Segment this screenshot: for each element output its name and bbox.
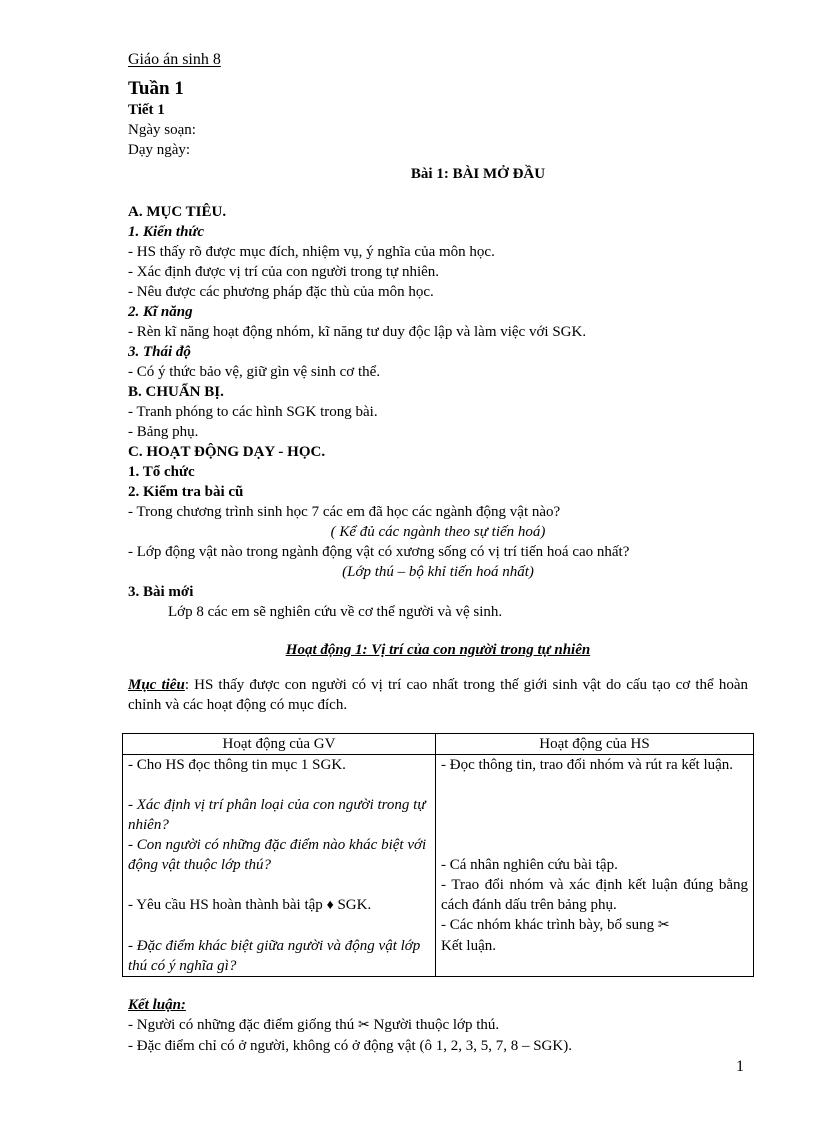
preparation-item: - Bảng phụ. bbox=[128, 424, 199, 440]
table-header-row bbox=[123, 734, 754, 755]
diamond-bullet-icon: ♦ bbox=[326, 898, 334, 913]
table-header-gv: Hoạt động của GV bbox=[123, 734, 436, 755]
conclusion-item-suffix: Người thuộc lớp thú. bbox=[373, 1017, 500, 1033]
hs-item-text: - Các nhóm khác trình bày, bổ sung bbox=[441, 917, 655, 933]
preparation-heading: B. CHUẨN BỊ. bbox=[128, 384, 224, 400]
skills-heading: 2. Kĩ năng bbox=[128, 304, 193, 320]
page-number: 1 bbox=[736, 1058, 744, 1075]
knowledge-heading: 1. Kiến thức bbox=[128, 224, 205, 240]
hs-item-suffix: Kết luận. bbox=[441, 938, 496, 954]
check-old-answer: ( Kể đủ các ngành theo sự tiến hoá) bbox=[330, 524, 546, 540]
gv-item bbox=[128, 895, 430, 916]
new-lesson-intro: Lớp 8 các em sẽ nghiên cứu về cơ thể người và vệ sinh. bbox=[168, 604, 503, 620]
activity1-goal bbox=[128, 675, 748, 715]
conclusion-heading: Kết luận: bbox=[128, 997, 186, 1013]
check-old-heading: 2. Kiểm tra bài cũ bbox=[128, 484, 244, 500]
conclusion-item: - Đặc điểm chỉ có ở người, không có ở động vật (ô 1, 2, 3, 5, 7, 8 – SGK). bbox=[128, 1038, 572, 1054]
gv-item: - Xác định vị trí phân loại của con người trong tự nhiên? bbox=[128, 797, 426, 833]
period-label: Tiết 1 bbox=[128, 102, 165, 118]
hs-item: - Cá nhân nghiên cứu bài tập. bbox=[441, 857, 618, 873]
attitude-item: - Có ý thức bảo vệ, giữ gìn vệ sinh cơ thể. bbox=[128, 364, 381, 380]
goal-text: : HS thấy được con người có vị trí cao nhất trong thế giới sinh vật do cấu tạo cơ thể hoàn chỉnh và các hoạt động có mục đích. bbox=[128, 677, 748, 713]
gv-item-suffix: SGK. bbox=[337, 897, 372, 913]
gv-item: - Đặc điểm khác biệt giữa người và động vật lớp thú có ý nghĩa gì? bbox=[128, 938, 421, 974]
conclusion-item bbox=[128, 1015, 748, 1036]
check-old-question: - Lớp động vật nào trong ngành động vật có xương sống có vị trí tiến hoá cao nhất? bbox=[128, 544, 630, 560]
table-row bbox=[123, 755, 754, 977]
knowledge-item: - Nêu được các phương pháp đặc thù của môn học. bbox=[128, 284, 434, 300]
hs-item: - Trao đổi nhóm và xác định kết luận đúng bằng cách đánh dấu trên bảng phụ. bbox=[441, 877, 748, 913]
check-old-answer: (Lớp thú – bộ khỉ tiến hoá nhất) bbox=[342, 564, 534, 580]
organize-heading: 1. Tổ chức bbox=[128, 464, 195, 480]
new-lesson-heading: 3. Bài mới bbox=[128, 584, 194, 600]
activity1-title-rest: : Vị trí của con người trong tự nhiên bbox=[362, 642, 591, 658]
conclusion-item-text: - Người có những đặc điểm giống thú bbox=[128, 1017, 355, 1033]
goal-label: Mục tiêu bbox=[128, 677, 185, 693]
preparation-item: - Tranh phóng to các hình SGK trong bài. bbox=[128, 404, 378, 420]
knowledge-item: - HS thấy rõ được mục đích, nhiệm vụ, ý nghĩa của môn học. bbox=[128, 244, 495, 260]
teach-date-label: Dạy ngày: bbox=[128, 142, 191, 158]
objectives-heading: A. MỤC TIÊU. bbox=[128, 204, 227, 220]
attitude-heading: 3. Thái độ bbox=[128, 344, 191, 360]
hs-item: - Đọc thông tin, trao đổi nhóm và rút ra kết luận. bbox=[441, 757, 734, 773]
activity-table bbox=[122, 733, 754, 977]
knowledge-item: - Xác định được vị trí của con người trong tự nhiên. bbox=[128, 264, 440, 280]
skills-item: - Rèn kĩ năng hoạt động nhóm, kĩ năng tư duy độc lập và làm việc với SGK. bbox=[128, 324, 587, 340]
prep-date-label: Ngày soạn: bbox=[128, 122, 196, 138]
scissors-icon: ✂ bbox=[358, 1018, 370, 1033]
gv-item: - Con người có những đặc điểm nào khác biệt với động vật thuộc lớp thú? bbox=[128, 837, 427, 873]
activity1-title-underlined: Hoạt động 1 bbox=[285, 642, 363, 658]
scissors-icon: ✂ bbox=[657, 918, 670, 933]
hs-item bbox=[441, 915, 748, 956]
week-label: Tuần 1 bbox=[128, 78, 184, 99]
hs-activities-cell bbox=[436, 755, 754, 977]
doc-title: Giáo án sinh 8 bbox=[128, 51, 221, 68]
activity1-title bbox=[128, 640, 748, 660]
table-header-hs: Hoạt động của HS bbox=[436, 734, 754, 755]
lesson-title: Bài 1: BÀI MỞ ĐẦU bbox=[410, 166, 546, 182]
gv-item-text: - Yêu cầu HS hoàn thành bài tập bbox=[128, 897, 323, 913]
activities-heading: C. HOẠT ĐỘNG DẠY - HỌC. bbox=[128, 444, 326, 460]
check-old-question: - Trong chương trình sinh học 7 các em đã học các ngành động vật nào? bbox=[128, 504, 561, 520]
gv-activities-cell bbox=[123, 755, 436, 977]
gv-item: - Cho HS đọc thông tin mục 1 SGK. bbox=[128, 757, 346, 773]
document-page bbox=[128, 50, 748, 1056]
